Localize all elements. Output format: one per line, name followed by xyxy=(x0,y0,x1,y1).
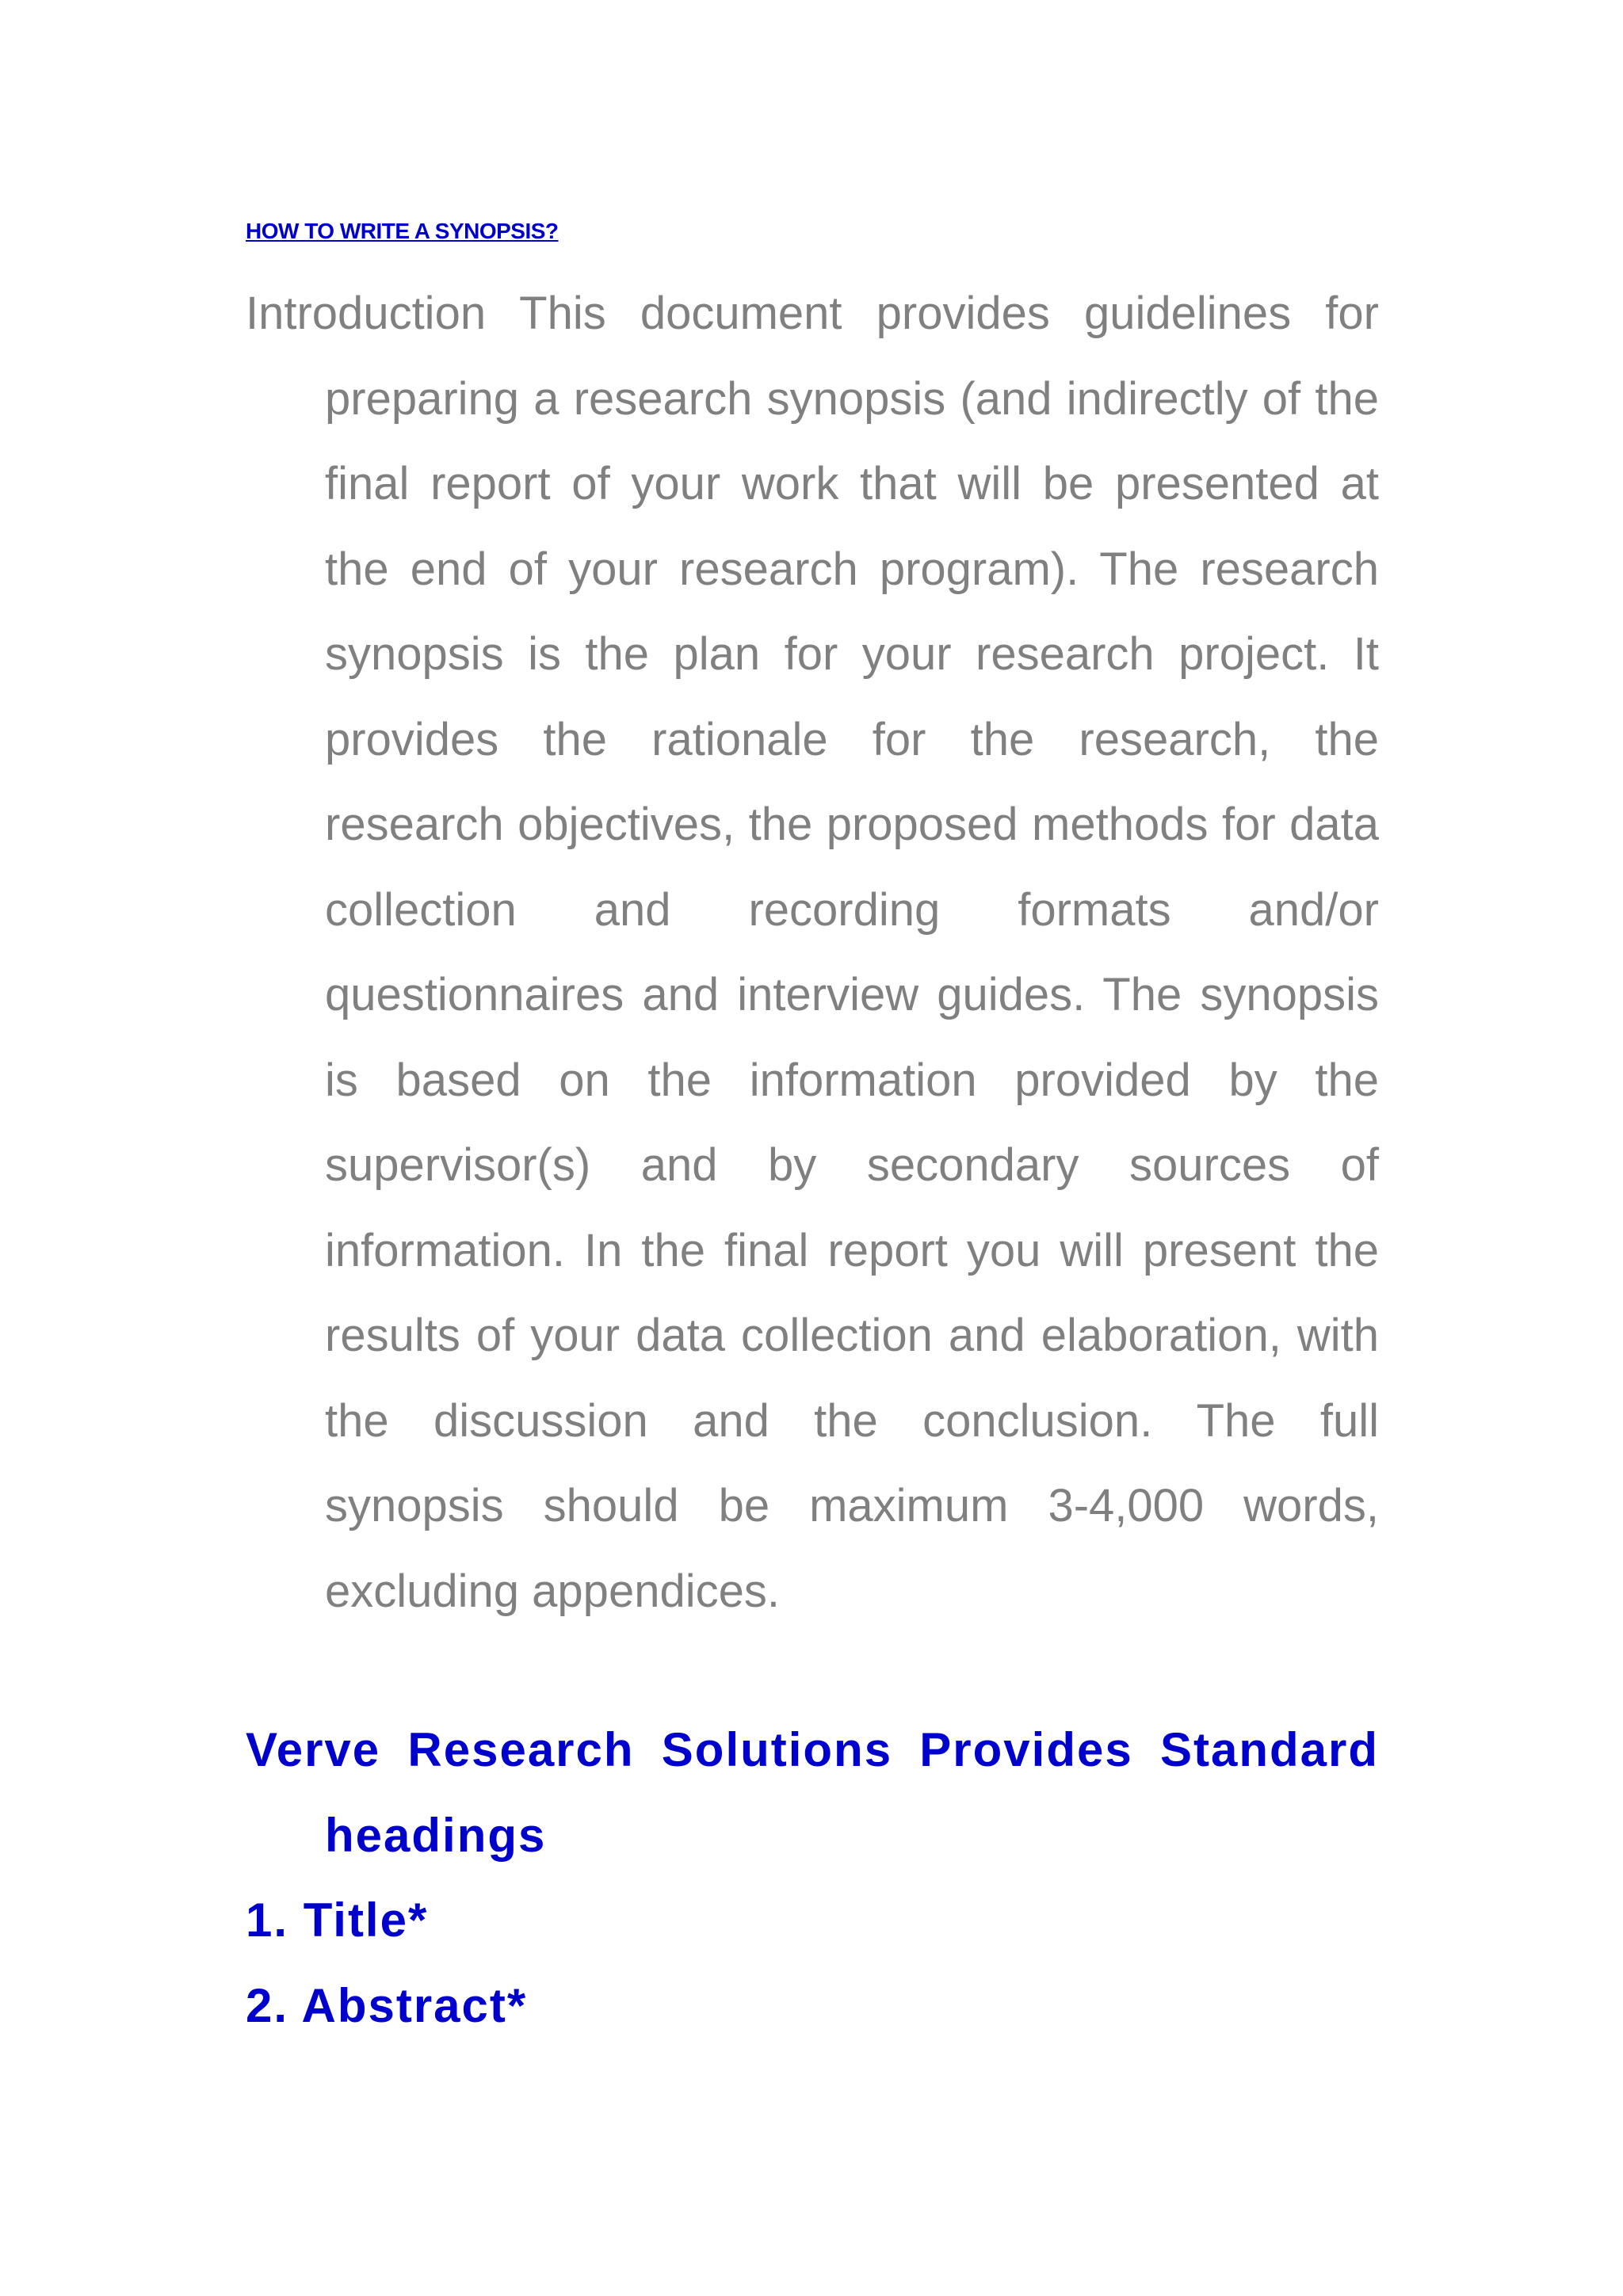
list-item-title: 1. Title* xyxy=(246,1894,429,1947)
list-item-abstract: 2. Abstract* xyxy=(246,1979,528,2032)
section-heading: Verve Research Solutions Provides Standard headings xyxy=(246,1723,1379,1862)
title-link[interactable]: HOW TO WRITE A SYNOPSIS? xyxy=(246,219,559,243)
intro-paragraph: Introduction This document provides guidelines for preparing a research synopsis (and indirectly of the final report of your work that will be presented at the end of your research program). The research synopsis is the plan for your research project. It provides the rationale for the research, the research objectives, the proposed methods for data collection and recording formats and/or questionnaires and interview guides. The synopsis is based on the information provided by the supervisor(s) and by secondary sources of information. In the final report you will present the results of your data collection and elaboration, with the discussion and the conclusion. The full synopsis should be maximum 3-4,000 words, excluding appendices. xyxy=(246,288,1379,1617)
